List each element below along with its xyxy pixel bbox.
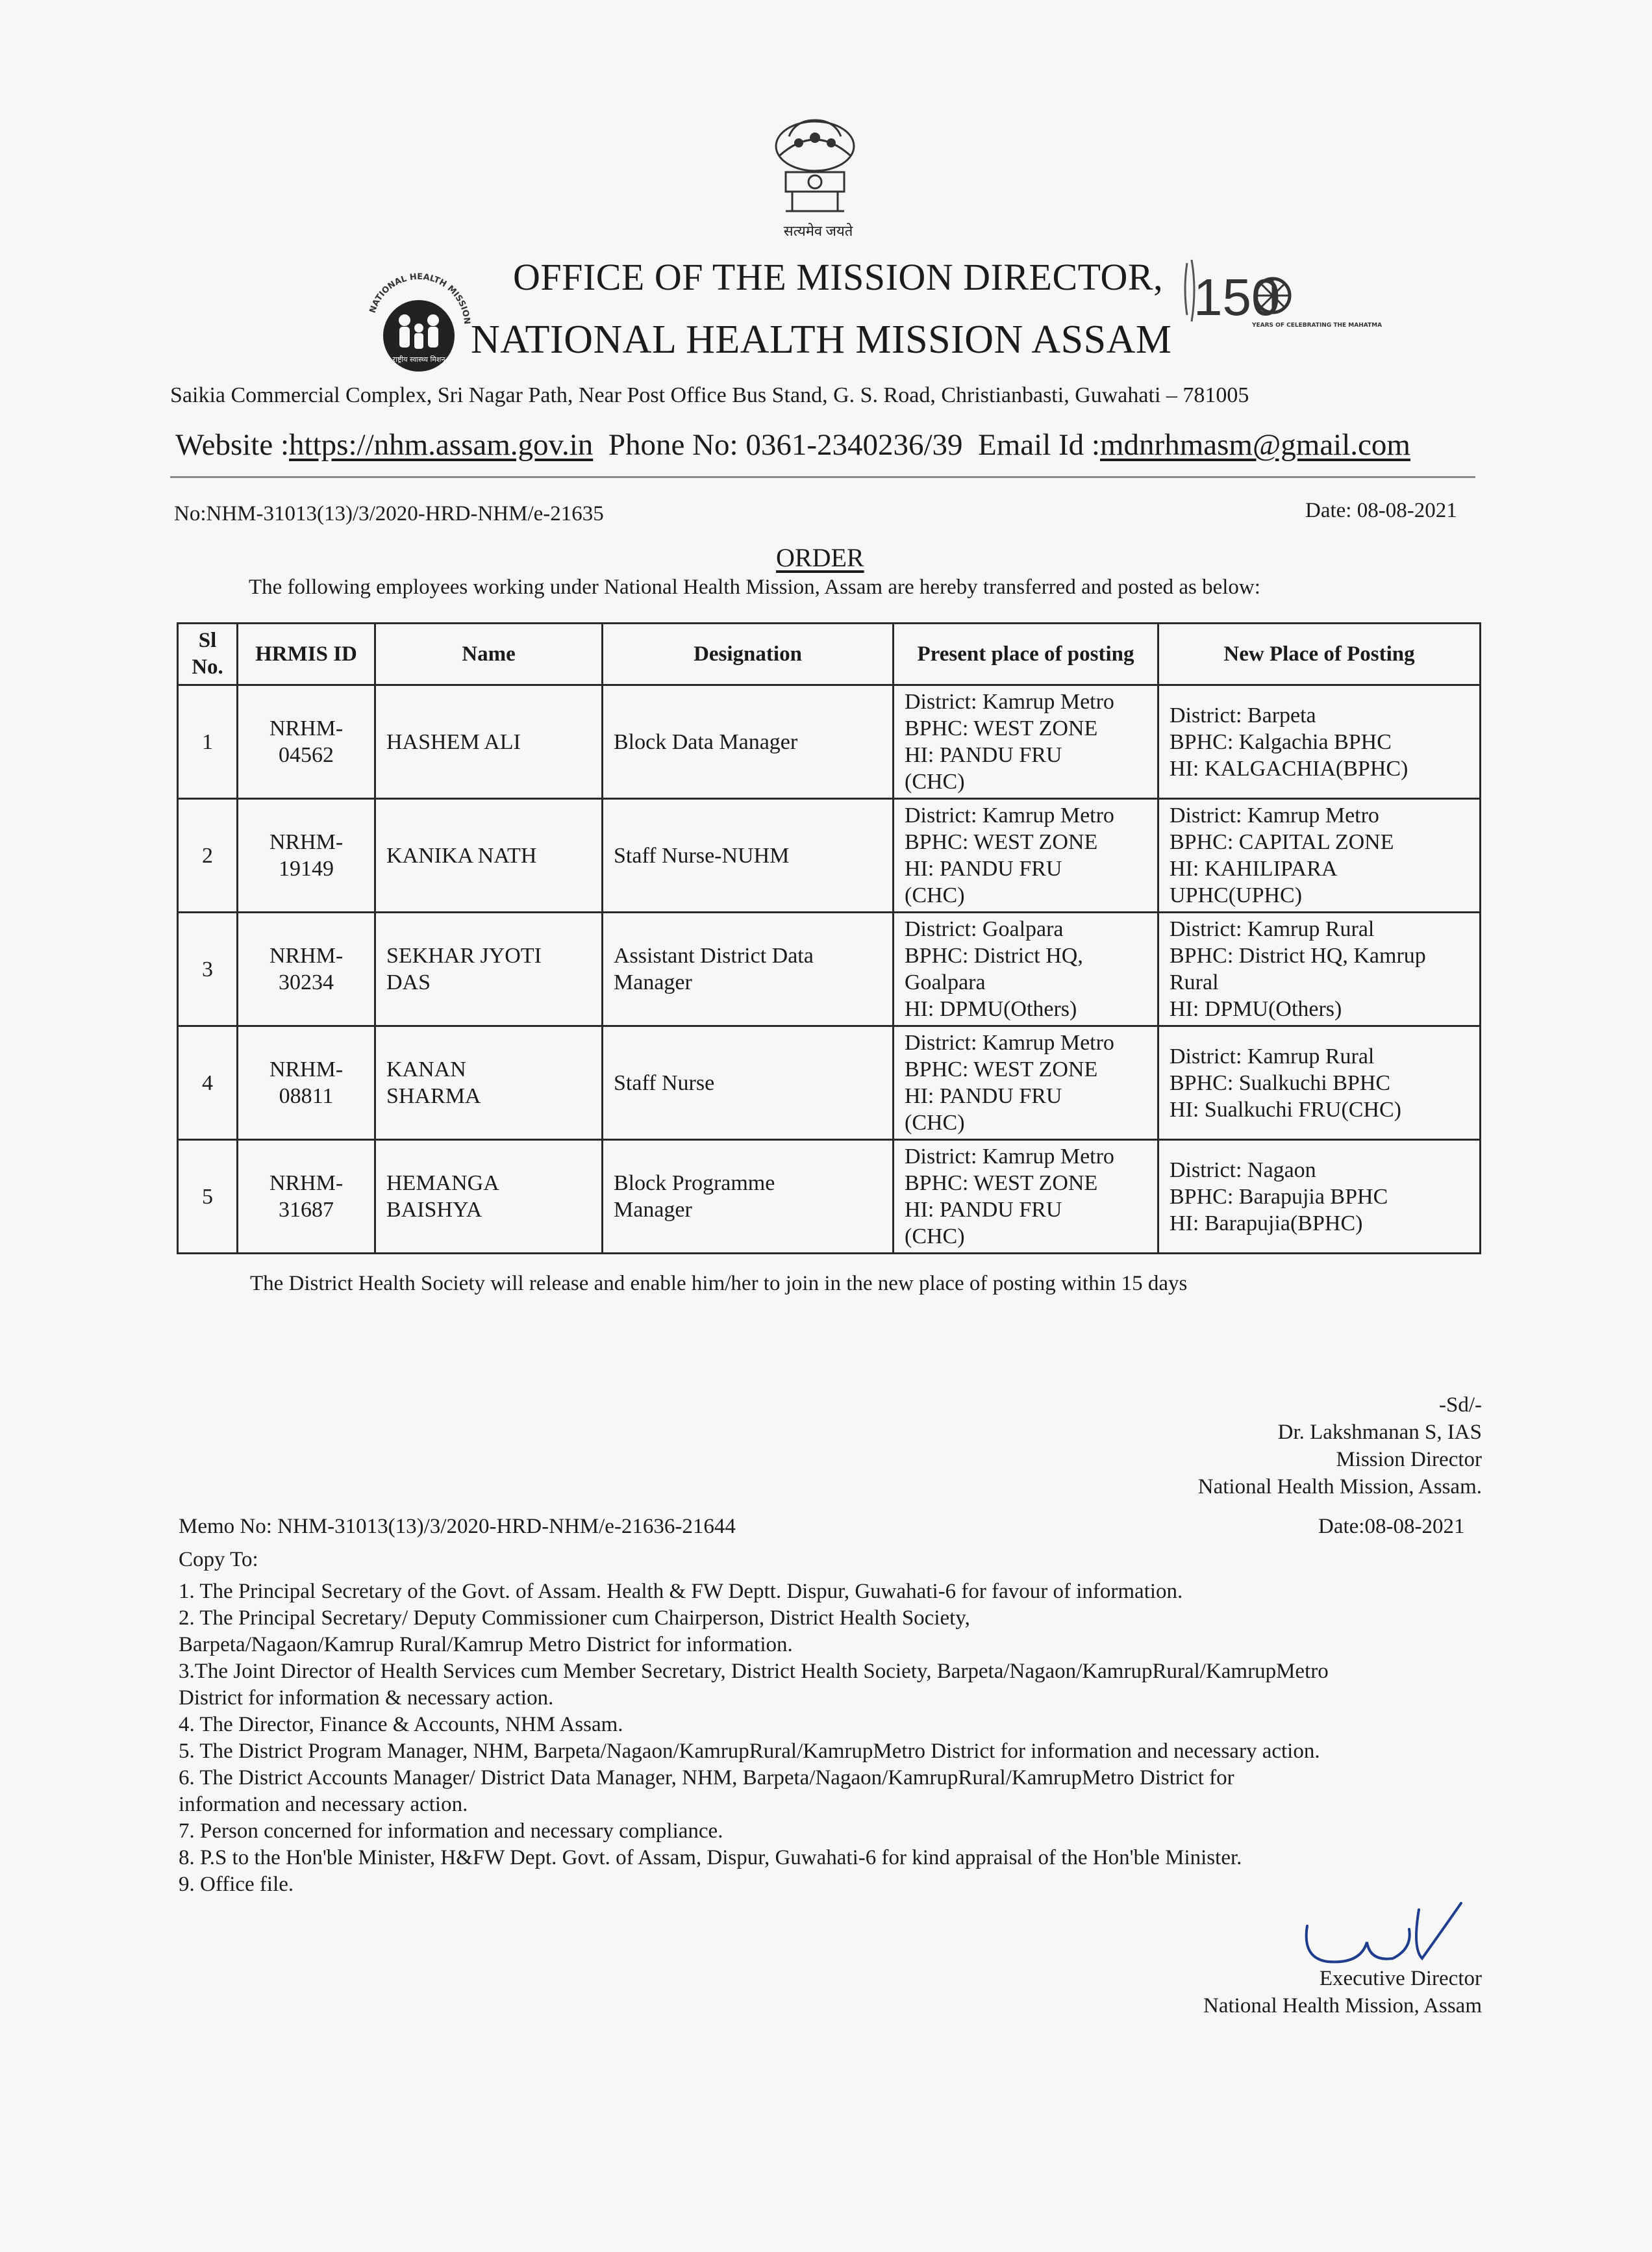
table-row [178,1026,1481,1140]
memo-number: Memo No: NHM-31013(13)/3/2020-HRD-NHM/e-21636-21644 [179,1515,736,1538]
cell-hrmis: NRHM- 19149 [238,799,375,913]
order-reference-number: No:NHM-31013(13)/3/2020-HRD-NHM/e-21635 [174,502,604,525]
cell-present-posting: District: Goalpara BPHC: District HQ, Goalpara HI: DPMU(Others) [894,913,1158,1026]
release-note: The District Health Society will release and enable him/her to join in the new place of posting within 15 days [250,1272,1188,1295]
gandhi-logo-text: YEARS OF CELEBRATING THE MAHATMA [1252,322,1383,329]
signatory-title: Mission Director [1336,1448,1482,1471]
cell-new-posting: District: Barpeta BPHC: Kalgachia BPHC HI: KALGACHIA(BPHC) [1158,685,1481,799]
office-title: OFFICE OF THE MISSION DIRECTOR, [513,256,1164,298]
cell-hrmis: NRHM- 08811 [238,1026,375,1140]
table-row [178,685,1481,799]
cell-hrmis: NRHM- 30234 [238,913,375,1026]
cell-new-posting: District: Nagaon BPHC: Barapujia BPHC HI: Barapujia(BPHC) [1158,1140,1481,1254]
copy-to-item: 7. Person concerned for information and necessary compliance. [179,1819,723,1843]
nhm-logo-icon [354,263,484,380]
cell-present-posting: District: Kamrup Metro BPHC: WEST ZONE HI: PANDU FRU (CHC) [894,1140,1158,1254]
copy-to-item: 5. The District Program Manager, NHM, Barpeta/Nagaon/KamrupRural/KamrupMetro District for information and necessary action. [179,1740,1320,1763]
executive-org: National Health Mission, Assam [1203,1994,1482,2018]
cell-new-posting: District: Kamrup Rural BPHC: Sualkuchi BPHC HI: Sualkuchi FRU(CHC) [1158,1026,1481,1140]
email-link[interactable]: mdnrhmasm@gmail.com [1100,428,1410,462]
email-label: Email Id : [978,428,1100,462]
col-header-designation: Designation [603,624,894,685]
cell-new-posting: District: Kamrup Metro BPHC: CAPITAL ZONE HI: KAHILIPARA UPHC(UPHC) [1158,799,1481,913]
table-header-row [178,624,1481,685]
copy-to-item: 6. The District Accounts Manager/ District Data Manager, NHM, Barpeta/Nagaon/KamrupRural/KamrupMetro District for information and necessary action. [179,1766,1234,1816]
col-header-sl: Sl No. [178,624,238,685]
copy-to-item: 8. P.S to the Hon'ble Minister, H&FW Dept. Govt. of Assam, Dispur, Guwahati-6 for kind appraisal of the Hon'ble Minister. [179,1846,1242,1869]
header-divider [170,476,1475,478]
cell-name: HEMANGA BAISHYA [375,1140,603,1254]
cell-designation: Staff Nurse [603,1026,894,1140]
table-row [178,799,1481,913]
cell-sl: 2 [178,799,238,913]
signatory-org: National Health Mission, Assam. [1197,1475,1482,1499]
copy-to-item: 4. The Director, Finance & Accounts, NHM Assam. [179,1713,623,1736]
cell-name: SEKHAR JYOTI DAS [375,913,603,1026]
cell-designation: Assistant District Data Manager [603,913,894,1026]
website-link[interactable]: https://nhm.assam.gov.in [289,428,594,462]
cell-sl: 4 [178,1026,238,1140]
copy-to-item: 2. The Principal Secretary/ Deputy Commissioner cum Chairperson, District Health Society, Barpeta/Nagaon/Kamrup Rural/Kamrup Metro District for information. [179,1606,970,1656]
copy-to-label: Copy To: [179,1548,258,1571]
phone-label: Phone No: [608,428,746,462]
cell-designation: Staff Nurse-NUHM [603,799,894,913]
col-header-present-posting: Present place of posting [894,624,1158,685]
office-title-line2: NATIONAL HEALTH MISSION ASSAM [471,318,1172,362]
cell-new-posting: District: Kamrup Rural BPHC: District HQ, Kamrup Rural HI: DPMU(Others) [1158,913,1481,1026]
copy-to-list [179,1578,1510,1898]
cell-present-posting: District: Kamrup Metro BPHC: WEST ZONE HI: PANDU FRU (CHC) [894,799,1158,913]
website-label: Website : [175,428,290,462]
gandhi-logo-number: 150 [1194,268,1281,326]
signatory-block [1071,1391,1482,1500]
memo-date: Date:08-08-2021 [1318,1515,1465,1538]
contact-line [175,427,1410,462]
col-header-new-posting: New Place of Posting [1158,624,1481,685]
cell-sl: 5 [178,1140,238,1254]
office-address: Saikia Commercial Complex, Sri Nagar Path, Near Post Office Bus Stand, G. S. Road, Christianbasti, Guwahati – 781005 [170,383,1249,407]
cell-designation: Block Programme Manager [603,1140,894,1254]
col-header-hrmis: HRMIS ID [238,624,375,685]
cell-present-posting: District: Kamrup Metro BPHC: WEST ZONE HI: PANDU FRU (CHC) [894,1026,1158,1140]
cell-sl: 3 [178,913,238,1026]
cell-hrmis: NRHM- 31687 [238,1140,375,1254]
transfer-table [177,622,1481,1254]
phone-number: 0361-2340236/39 [745,428,963,462]
copy-to-item: 1. The Principal Secretary of the Govt. of Assam. Health & FW Deptt. Dispur, Guwahati-6 for favour of information. [179,1580,1183,1603]
executive-block [1071,1965,1482,2019]
col-header-name: Name [375,624,603,685]
gandhi-150-logo-icon [1175,250,1383,364]
cell-sl: 1 [178,685,238,799]
sd-mark: -Sd/- [1439,1393,1482,1417]
copy-to-item: 9. Office file. [179,1873,294,1896]
cell-name: HASHEM ALI [375,685,603,799]
cell-hrmis: NRHM- 04562 [238,685,375,799]
emblem-motto: सत्यमेव जयते [783,223,853,239]
executive-title: Executive Director [1319,1967,1482,1990]
signatory-name: Dr. Lakshmanan S, IAS [1277,1421,1482,1444]
cell-present-posting: District: Kamrup Metro BPHC: WEST ZONE HI: PANDU FRU (CHC) [894,685,1158,799]
table-row [178,913,1481,1026]
nhm-logo-bottom-text: राष्ट्रीय स्वास्थ्य मिशन [392,355,445,364]
cell-name: KANIKA NATH [375,799,603,913]
order-heading: ORDER [776,543,864,572]
cell-name: KANAN SHARMA [375,1026,603,1140]
nhm-logo-ring-text: NATIONAL HEALTH MISSION [368,272,472,325]
cell-designation: Block Data Manager [603,685,894,799]
copy-to-item: 3.The Joint Director of Health Services cum Member Secretary, District Health Society, Barpeta/Nagaon/KamrupRural/KamrupMetro District for information & necessary action. [179,1660,1329,1710]
order-intro: The following employees working under National Health Mission, Assam are hereby transferred and posted as below: [249,576,1260,599]
table-row [178,1140,1481,1254]
order-date: Date: 08-08-2021 [1305,499,1457,522]
